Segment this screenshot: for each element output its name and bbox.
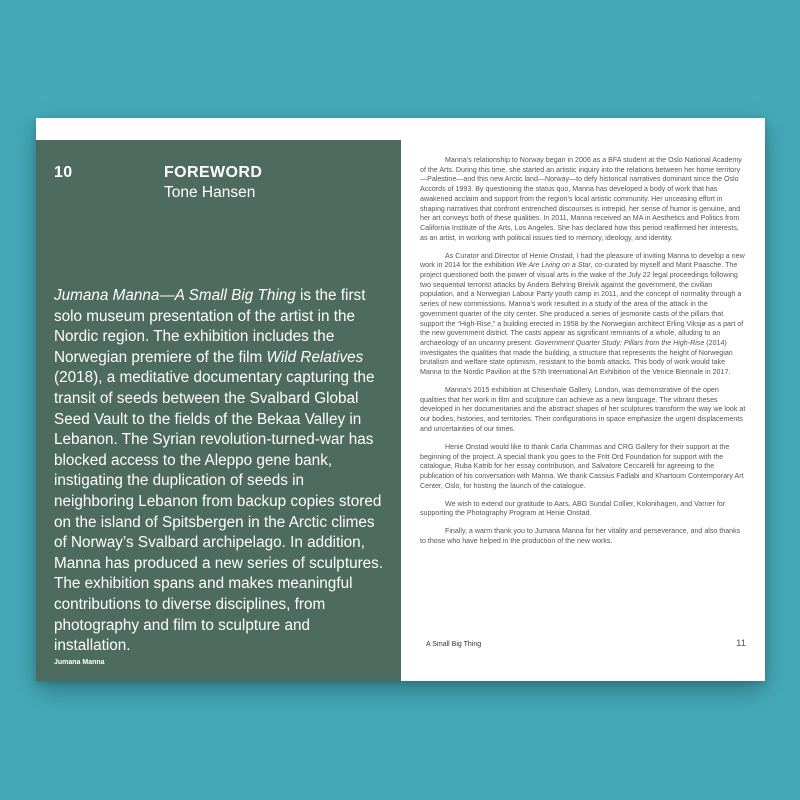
paragraph-5: We wish to extend our gratitude to Aars, ABG Sundal Collier, Kolonihagen, and Varner for supporting the Photography Program at Henie Onstad. <box>420 499 726 518</box>
paragraph-6: Finally, a warm thank you to Jumana Manna for her vitality and perseverance, and also thanks to those who have helped in the production of the new works. <box>420 527 741 546</box>
intro-text-part-1: is the first solo museum presentation of the artist in the Nordic region. The exhibition includes the Norwegian premiere of the film <box>54 287 366 366</box>
exhibition-title: Jumana Manna—A Small Big Thing <box>54 287 296 304</box>
page-number-left: 10 <box>54 164 73 181</box>
paragraph-2-part-e: (2014) investigates the qualities that made the building, a structure that represents the height of Norwegian brutalism and welfare state optimism, resistant to the bomb attacks. This body of work would take Manna to the Nordic Pavilion at the 57th International Art Exhibition of the Venice Biennale in 2017. <box>420 338 733 377</box>
artwork-title-italic: Government Quarter Study: Pillars from the High-Rise <box>534 338 705 347</box>
page-number-right: 11 <box>736 638 746 649</box>
book-spread <box>36 118 765 681</box>
paragraph-3: Manna’s 2015 exhibition at Chisenhale Gallery, London, was demonstrative of the open qualities that her work in film and sculpture can achieve as a new language. The vibrant theses developed in her documentaries and the abstract shapes of her sculptures transform the way we look at our bodies, histories, and territories. Their configurations in space emphasize the urgent displacements and uncertainties of our times. <box>420 386 746 433</box>
film-title: Wild Relatives <box>266 348 364 366</box>
footer-left: Jumana Manna <box>54 659 105 666</box>
intro-text-part-2: (2018), a meditative documentary capturing the transit of seeds between the Svalbard Global Seed Vault to the fields of the Bekaa Valley in Lebanon. The Syrian revolution-turned-war has blocked access to the Aleppo gene bank, instigating the duplication of seeds in neighboring Lebanon from backup copies stored on the island of Spitsbergen in the Arctic climes of Norway’s Svalbard archipelago. In addition, Manna has produced a new series of sculptures. The exhibition spans and makes meaningful contributions to diverse disciplines, from photography and film to sculpture and installation. <box>54 369 384 655</box>
paragraph-4: Henie Onstad would like to thank Carla Chammas and CRG Gallery for their support at the beginning of the project. A special thank you goes to the Fritt Ord Foundation for support with the catalogue, Ruba Katrib for her essay contribution, and Salvatore Ceccarelli for agreeing to the publication of his conversation with Manna. We thank Cassius Fadlabi and Khartoum Contemporary Art Center, Oslo, for hosting the launch of the catalogue. <box>420 442 744 490</box>
intro-paragraph <box>54 286 384 657</box>
paragraph-1: Manna’s relationship to Norway began in 2006 as a BFA student at the Oslo National Academy of the Arts. During this time, she started an artistic inquiry into the relations between her home territory—Palestine—and this new Arctic land—Norway—to defy historical narratives dominant since the Oslo Accords of 1993. By questioning the status quo, Manna has developed a body of work that has awakened acclaim and support from the region’s local artistic community. Her unceasing effort in shaping narratives that confront entrenched discourses is intrepid, her sense of humor is genuine, and her art conveys both of these qualities. In 2011, Manna received an MA in Aesthetics and Politics from California Institute of the Arts, Los Angeles. She has declared how this period reaffirmed her interests, as an artist, in working with political issues tied to memory, ideology, and identity. <box>420 156 742 242</box>
footer-right: A Small Big Thing <box>426 641 482 648</box>
paragraph-2-part-c: , co-curated by myself and Marit Paasche. The project questioned both the power of visual arts in the wake of the July 22 legal proceedings following two sequential terrorist attacks by Anders Behring Breivik against the government, the civilian population, and a Norwegian Labour Party youth camp in 2011, and the concept of normality through a series of new commissions. Manna’s work resulted in a study of the area of the attack in the government quarter of the city center. She produced a series of jesmonite casts of the pillars that support the “High-Rise,” a building erected in 1958 by the Norwegian architect Erling Viksjø as a part of the new government district. The casts appear as significant remnants of a whole, alluding to an archaeology of an uncanny present. <box>420 261 744 347</box>
left-page <box>36 140 401 681</box>
section-title: FOREWORD <box>164 164 263 181</box>
right-page-body <box>420 156 746 555</box>
paragraph-2 <box>420 252 746 378</box>
exhibition-name-italic: We Are Living on a Star <box>516 261 591 270</box>
paragraph-2-part-a: As Curator and Director of Henie Onstad, I had the pleasure of inviting Manna to develop a new work in 2014 for the exhibition <box>420 251 745 270</box>
author-name: Tone Hansen <box>164 184 256 201</box>
